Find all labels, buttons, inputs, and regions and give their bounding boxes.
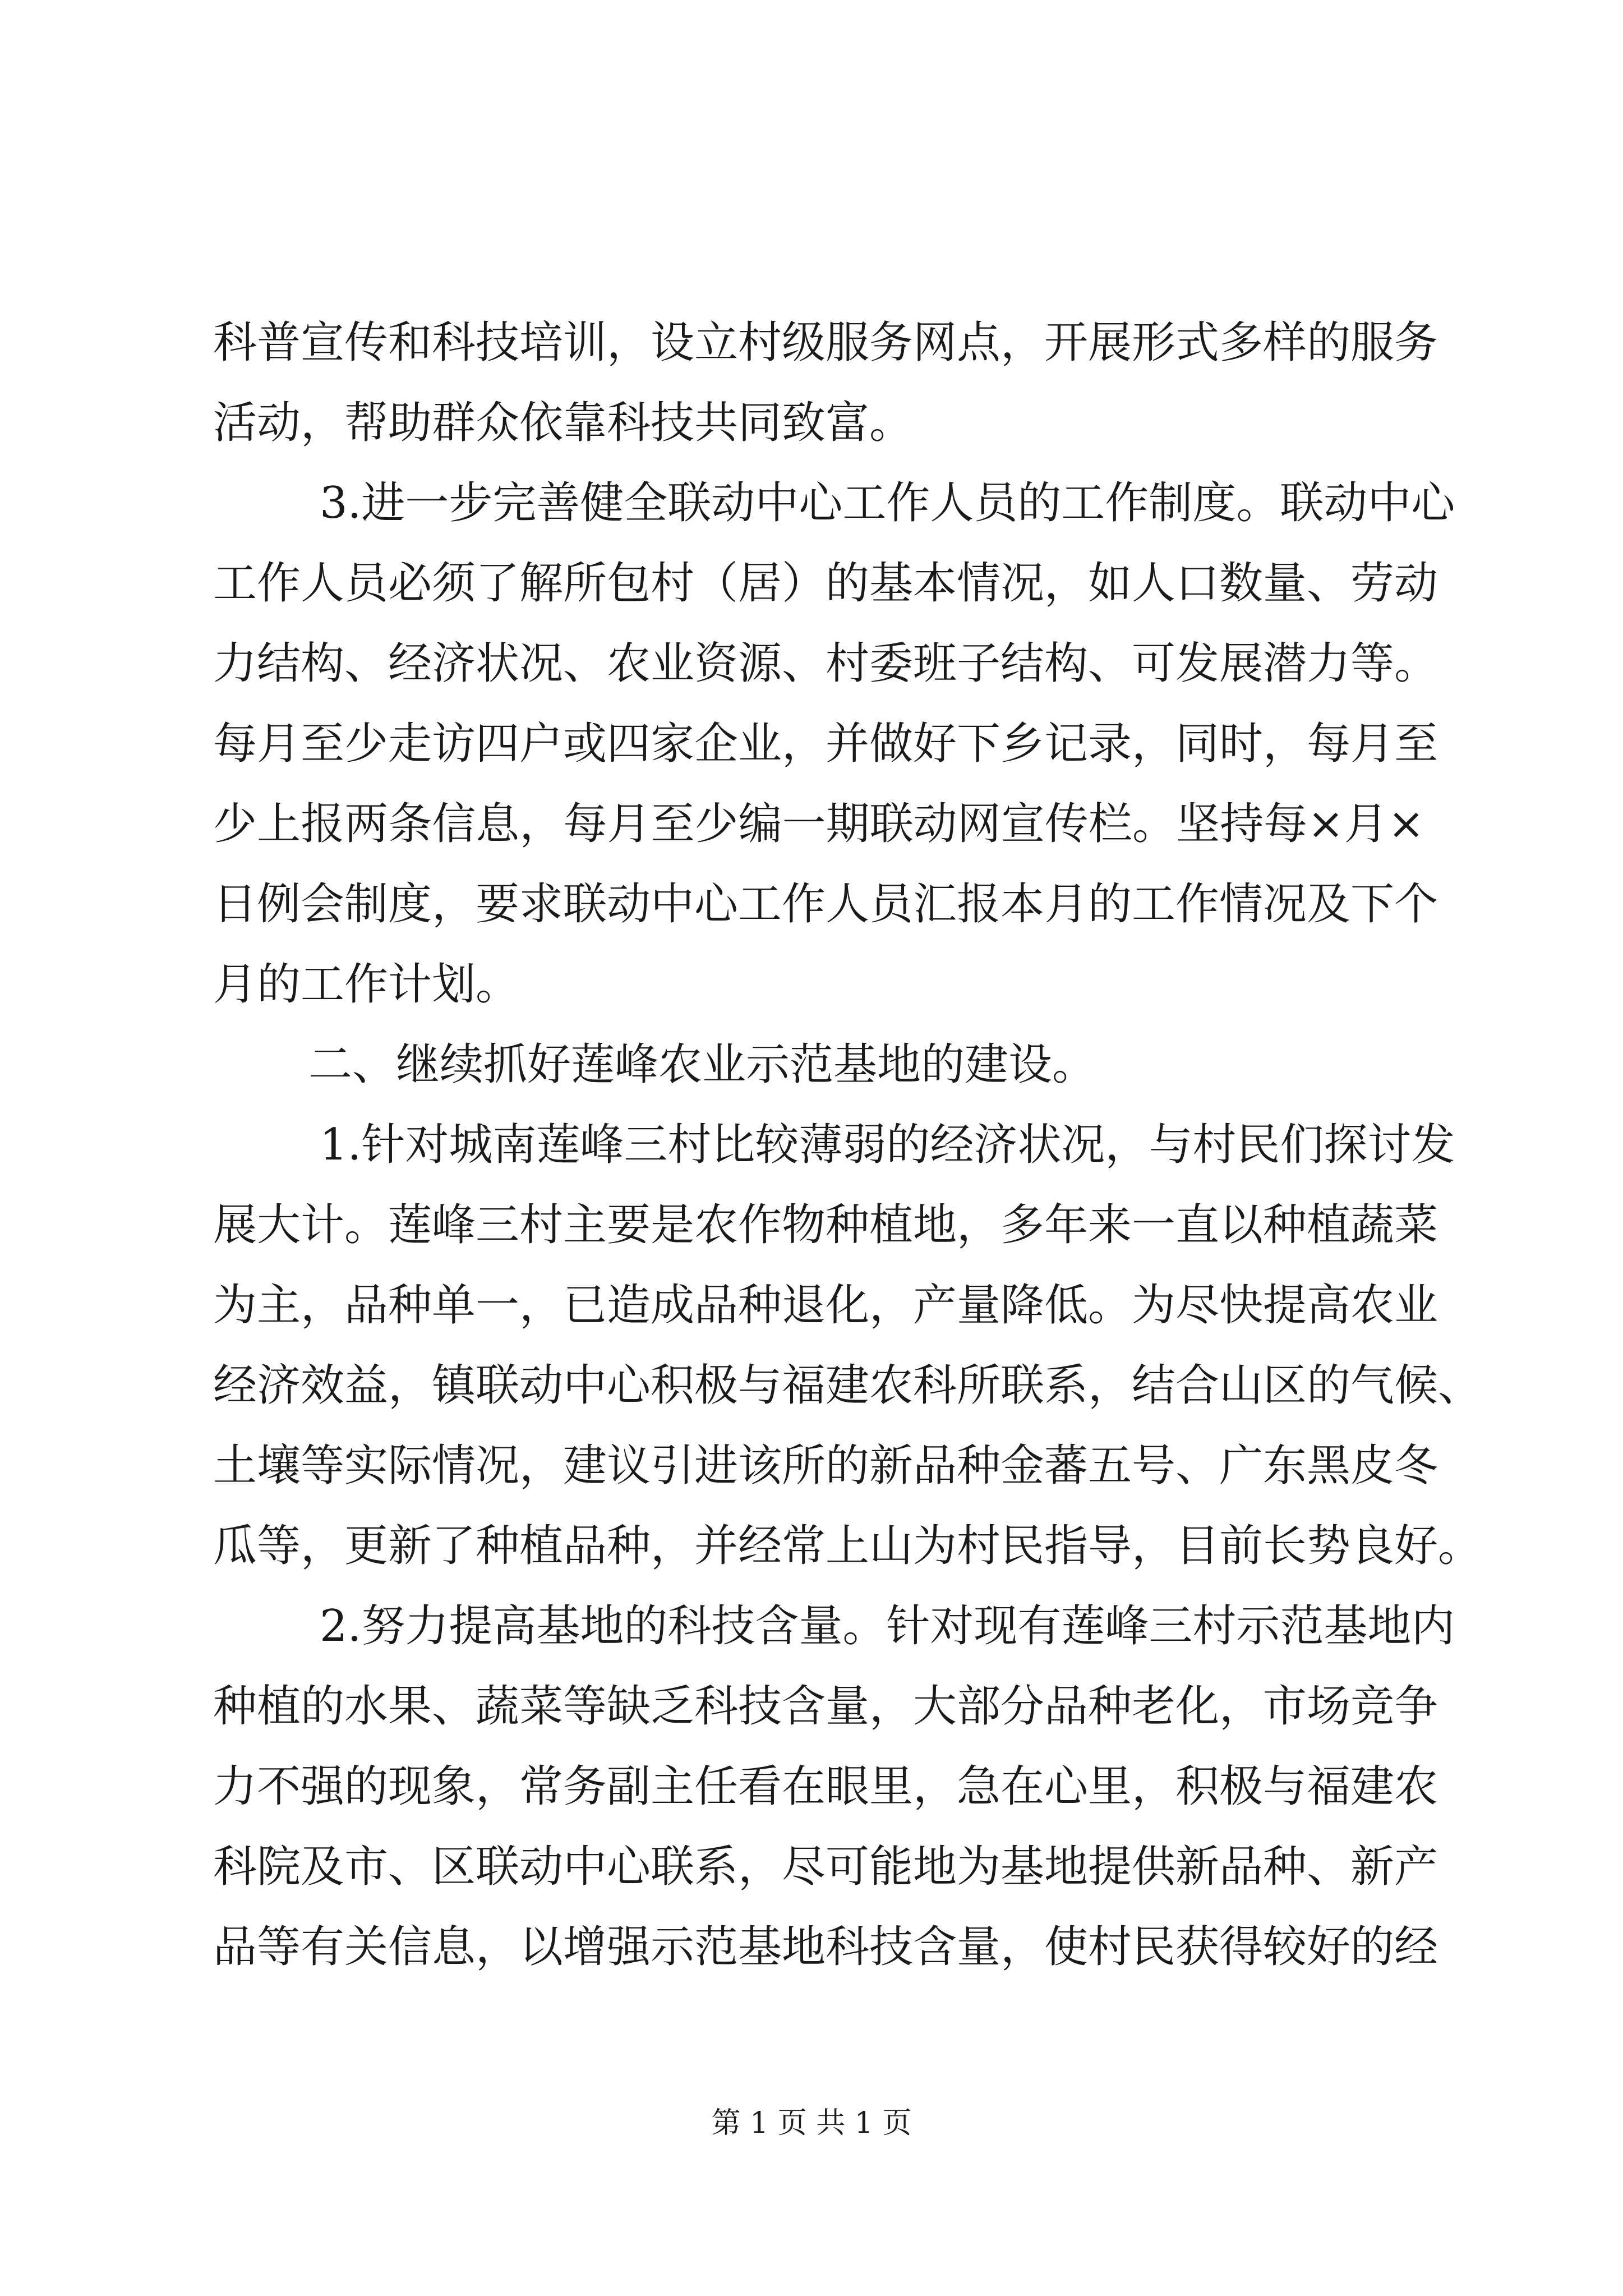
- document-body: [213, 303, 1482, 1987]
- text-line: 每月至少走访四户或四家企业，并做好下乡记录，同时，每月至: [213, 719, 1438, 769]
- text-line: 科普宣传和科技培训，设立村级服务网点，开展形式多样的服务: [213, 318, 1438, 368]
- text-line: 种植的水果、蔬菜等缺乏科技含量，大部分品种老化，市场竞争: [213, 1681, 1438, 1732]
- page-number: 第 1 页 共 1 页: [711, 2106, 912, 2140]
- text-line: 2.努力提高基地的科技含量。针对现有莲峰三村示范基地内: [320, 1601, 1455, 1651]
- text-line: 展大计。莲峰三村主要是农作物种植地，多年来一直以种植蔬菜: [213, 1200, 1438, 1250]
- text-line: 力结构、经济状况、农业资源、村委班子结构、可发展潜力等。: [213, 638, 1438, 689]
- text-line: 工作人员必须了解所包村（居）的基本情况，如人口数量、劳动: [213, 558, 1438, 609]
- text-line: 经济效益，镇联动中心积极与福建农科所联系，结合山区的气候、: [213, 1360, 1482, 1411]
- text-line: 科院及市、区联动中心联系，尽可能地为基地提供新品种、新产: [213, 1842, 1438, 1892]
- text-line: 3.进一步完善健全联动中心工作人员的工作制度。联动中心: [320, 478, 1455, 528]
- text-line: 日例会制度，要求联动中心工作人员汇报本月的工作情况及下个: [213, 879, 1438, 930]
- text-line: 瓜等，更新了种植品种，并经常上山为村民指导，目前长势良好。: [213, 1521, 1482, 1571]
- text-line: 活动，帮助群众依靠科技共同致富。: [213, 398, 914, 448]
- text-line: 1.针对城南莲峰三村比较薄弱的经济状况，与村民们探讨发: [320, 1120, 1455, 1170]
- section-heading: 二、继续抓好莲峰农业示范基地的建设。: [308, 1039, 1096, 1090]
- page-footer: [0, 2104, 1623, 2143]
- text-line: 力不强的现象，常务副主任看在眼里，急在心里，积极与福建农: [213, 1761, 1438, 1812]
- text-line: 为主，品种单一，已造成品种退化，产量降低。为尽快提高农业: [213, 1280, 1438, 1331]
- text-line: 品等有关信息，以增强示范基地科技含量，使村民获得较好的经: [213, 1922, 1438, 1972]
- text-line: 少上报两条信息，每月至少编一期联动网宣传栏。坚持每×月×: [213, 799, 1424, 849]
- text-line: 月的工作计划。: [213, 959, 520, 1010]
- text-line: 土壤等实际情况，建议引进该所的新品种金蕃五号、广东黑皮冬: [213, 1441, 1438, 1491]
